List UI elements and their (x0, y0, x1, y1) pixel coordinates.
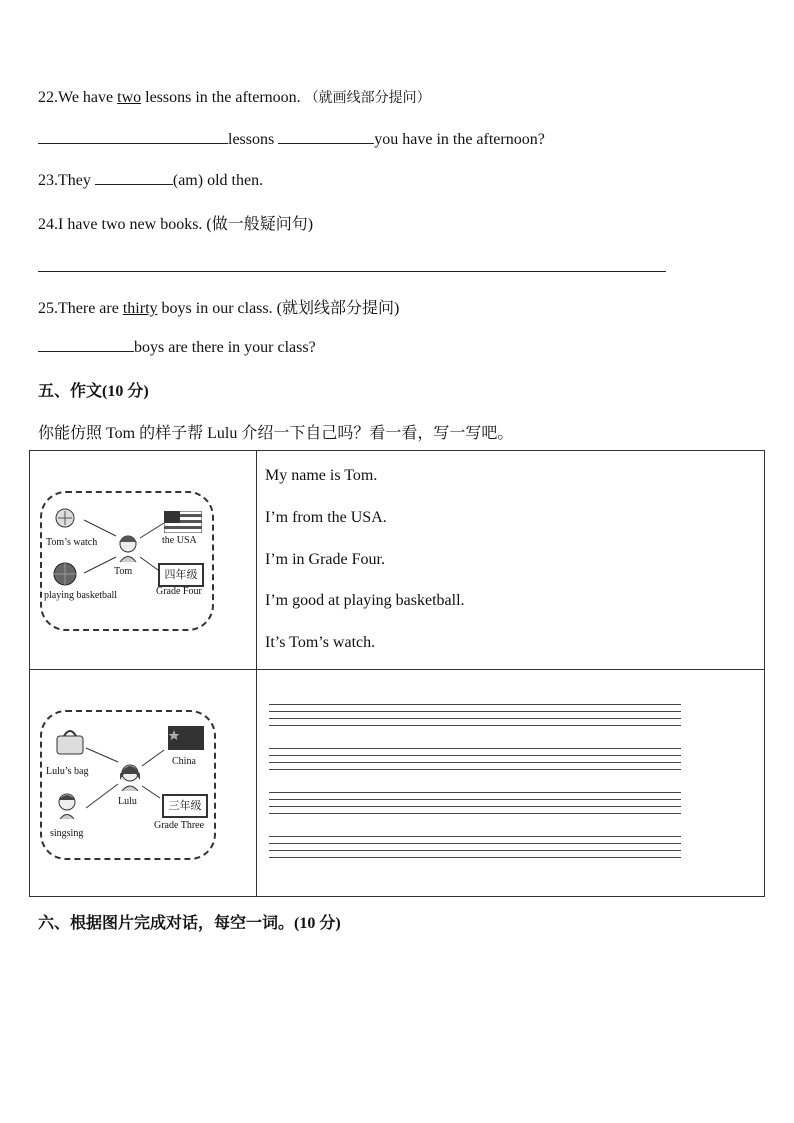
section6-title: 六、根据图片完成对话，每空一词。(10 分) (38, 915, 341, 932)
q25-text-post: boys in our class. (就划线部分提问) (157, 300, 400, 317)
q25-answer-line (38, 337, 316, 357)
q22-underlined-word: two (117, 89, 142, 106)
q25-number: 25. (38, 300, 58, 317)
q23-question (38, 170, 263, 190)
section5-prompt: 你能仿照 Tom 的样子帮 Lulu 介绍一下自己吗？看一看，写一写吧。 (38, 425, 514, 442)
composition-table (29, 450, 765, 897)
q22-instruction: （就画线部分提问） (304, 90, 431, 106)
q22-question (38, 87, 431, 107)
q25-question (38, 295, 399, 318)
usa-flag-icon (164, 511, 202, 538)
boy-avatar-icon (114, 533, 142, 568)
q25-blank[interactable] (38, 337, 134, 352)
lulu-grade-label: Grade Three (154, 820, 205, 831)
tom-sentence-5: It’s Tom’s watch. (265, 634, 376, 651)
grade-box: 三年级 (162, 794, 208, 818)
section5-title: 五、作文(10 分) (38, 383, 149, 400)
tom-sentences-cell (257, 451, 765, 670)
q22-answer-word: lessons (228, 131, 275, 148)
tom-country-label: the USA (162, 535, 197, 546)
grade-box: 四年级 (158, 563, 204, 587)
q22-blank-1[interactable] (38, 129, 228, 144)
q24-question (38, 211, 313, 234)
q25-answer-tail: boys are there in your class? (134, 339, 316, 356)
bag-icon (54, 726, 86, 761)
tom-grade-label: Grade Four (156, 586, 202, 597)
basketball-icon (52, 561, 78, 592)
tom-sentence-4: I’m good at playing basketball. (265, 592, 465, 609)
tom-watch-label: Tom’s watch (46, 537, 98, 548)
q23-text-pre: They (58, 172, 95, 189)
girl-avatar-icon (116, 762, 144, 797)
tom-picture-card (40, 491, 214, 631)
watch-icon (52, 507, 78, 534)
q22-blank-2[interactable] (278, 129, 374, 144)
lulu-picture-cell (30, 670, 257, 897)
lulu-writing-cell[interactable] (257, 670, 765, 897)
q25-text-pre: There are (58, 300, 123, 317)
lulu-picture-card (40, 710, 216, 860)
q23-number: 23. (38, 172, 58, 189)
china-flag-icon (168, 726, 204, 755)
q23-blank[interactable] (95, 170, 173, 185)
lulu-country-label: China (172, 756, 196, 767)
tom-name-label: Tom (114, 566, 133, 577)
q22-number: 22. (38, 89, 58, 106)
tom-sentence-1: My name is Tom. (265, 467, 378, 484)
tom-hobby-label: playing basketball (44, 590, 118, 601)
q23-text-post: old then. (203, 172, 264, 189)
q25-underlined-word: thirty (122, 300, 158, 317)
lulu-name-label: Lulu (118, 796, 137, 807)
q22-text-pre: We have (58, 89, 118, 106)
q22-text-post: lessons in the afternoon. (141, 89, 301, 106)
q22-answer-tail: you have in the afternoon? (374, 131, 545, 148)
singing-girl-icon (54, 792, 80, 825)
tom-sentence-2: I’m from the USA. (265, 509, 387, 526)
lulu-bag-label: Lulu’s bag (46, 766, 89, 777)
q24-number: 24. (38, 216, 58, 233)
lulu-hobby-label: singsing (50, 828, 84, 839)
q23-hint: (am) (172, 172, 204, 189)
q22-answer-line (38, 129, 545, 149)
q24-answer-line[interactable] (38, 271, 666, 272)
tom-sentence-3: I’m in Grade Four. (265, 551, 385, 568)
q24-text: I have two new books. (做一般疑问句) (58, 216, 314, 233)
tom-picture-cell (30, 451, 257, 670)
